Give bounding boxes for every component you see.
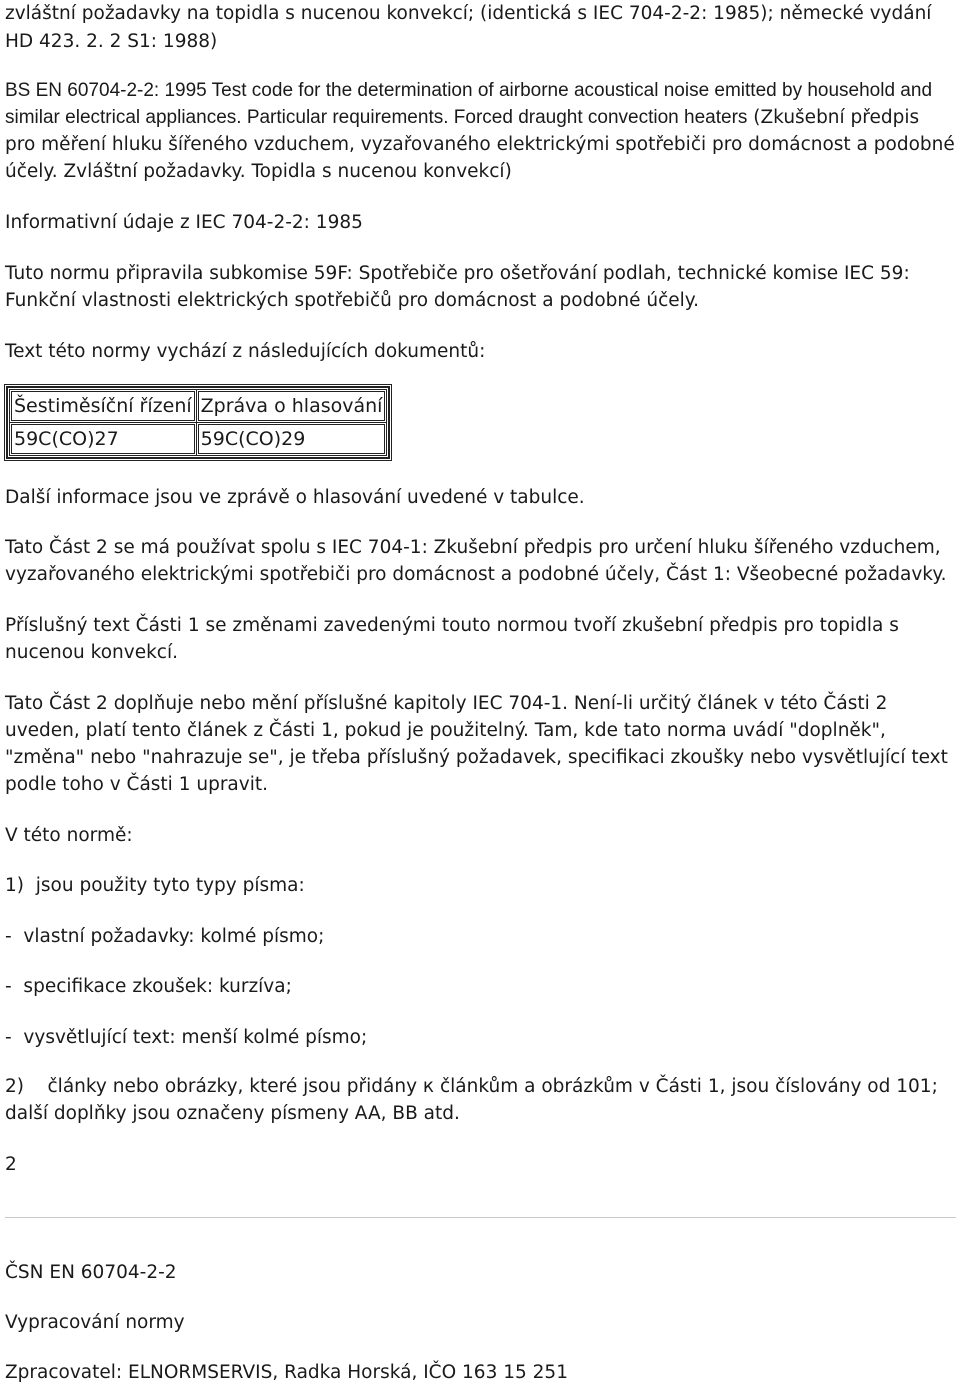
paragraph-informative: Informativní údaje z IEC 704-2-2: 1985	[5, 212, 363, 233]
paragraph-voting-info: Další informace jsou ve zprávě o hlasování uvedené v tabulce.	[5, 487, 585, 508]
list-item-explanatory: - vysvětlující text: menší kolmé písmo;	[5, 1027, 368, 1048]
table-header-cell: Šestiměsíční řízení	[11, 391, 195, 421]
table-row	[11, 424, 385, 454]
documents-table	[6, 386, 390, 459]
paragraph-documents-intro: Text této normy vychází z následujících dokumentů:	[5, 341, 486, 362]
footer-heading: Vypracování normy	[5, 1312, 185, 1333]
footer-author: Zpracovatel: ELNORMSERVIS, Radka Horská, IČO 163 15 251	[5, 1362, 568, 1383]
page-divider	[5, 1217, 956, 1218]
paragraph-intro-line2: HD 423. 2. 2 S1: 1988)	[5, 31, 218, 52]
table-header-cell: Zpráva o hlasování	[198, 391, 386, 421]
bs-en-czech-text: (Zkušební předpis pro měření hluku šířeného vzduchem, vyzařovaného elektrickými spotřebiči pro domácnost a podobné účely. Zvláštní požadavky.	[5, 107, 955, 182]
paragraph-intro-line1: zvláštní požadavky na topidla s nucenou konvekcí; (identická s IEC 704-2-2: 1985); německé vydání	[5, 3, 932, 24]
page-number: 2	[5, 1154, 17, 1175]
bs-en-tail-text: Topidla s nucenou konvekcí)	[245, 161, 512, 182]
list-item-numbering: 2) články nebo obrázky, které jsou přidány к článkům a obrázkům v Části 1, jsou číslovány od 101; další doplňky jsou označeny písmeny AA, BB atd.	[5, 1076, 944, 1124]
list-item-requirements: - vlastní požadavky: kolmé písmo;	[5, 926, 325, 947]
paragraph-bs-en	[5, 77, 955, 185]
paragraph-part2-supplements: Tato Část 2 doplňuje nebo mění příslušné kapitoly IEC 704-1. Není-li určitý článek v této Části 2 uveden, platí tento článek z Části 1, pokud je použitelný. Tam, kde tato norma uvádí "doplněk", "změna" nebo "nahrazuje se", je třeba příslušný požadavek, specifikaci zkoušky nebo vysvětlující text podle toho v Části 1 upravit.	[5, 693, 948, 795]
bs-en-english-text: BS EN 60704-2-2: 1995 Test code for the determination of airborne acoustical noise emitted by household and similar electrical appliances. Particular requirements. Forced draught convection heaters	[5, 80, 933, 128]
paragraph-in-this-standard: V této normě:	[5, 825, 133, 846]
paragraph-subcommittee: Tuto normu připravila subkomise 59F: Spotřebiče pro ošetřování podlah, technické komise IEC 59: Funkční vlastnosti elektrických spotřebičů pro domácnost a podobné účely.	[5, 263, 910, 311]
footer-standard-code: ČSN EN 60704-2-2	[5, 1262, 177, 1283]
paragraph-part2-usage: Tato Část 2 se má používat spolu s IEC 704-1: Zkušební předpis pro určení hluku šířeného vzduchem, vyzařovaného elektrickými spotřebiči pro domácnost a podobné účely, Část 1: Všeobecné požadavky.	[5, 537, 947, 585]
table-cell: 59C(CO)27	[11, 424, 195, 454]
list-item-test-specs: - specifikace zkoušek: kurzíva;	[5, 976, 292, 997]
paragraph-part1-text: Příslušný text Části 1 se změnami zavedenými touto normou tvoří zkušební předpis pro topidla s nucenou konvekcí.	[5, 615, 899, 663]
table-header-row	[11, 391, 385, 421]
table-cell: 59C(CO)29	[198, 424, 386, 454]
list-item-fonts: 1) jsou použity tyto typy písma:	[5, 875, 305, 896]
